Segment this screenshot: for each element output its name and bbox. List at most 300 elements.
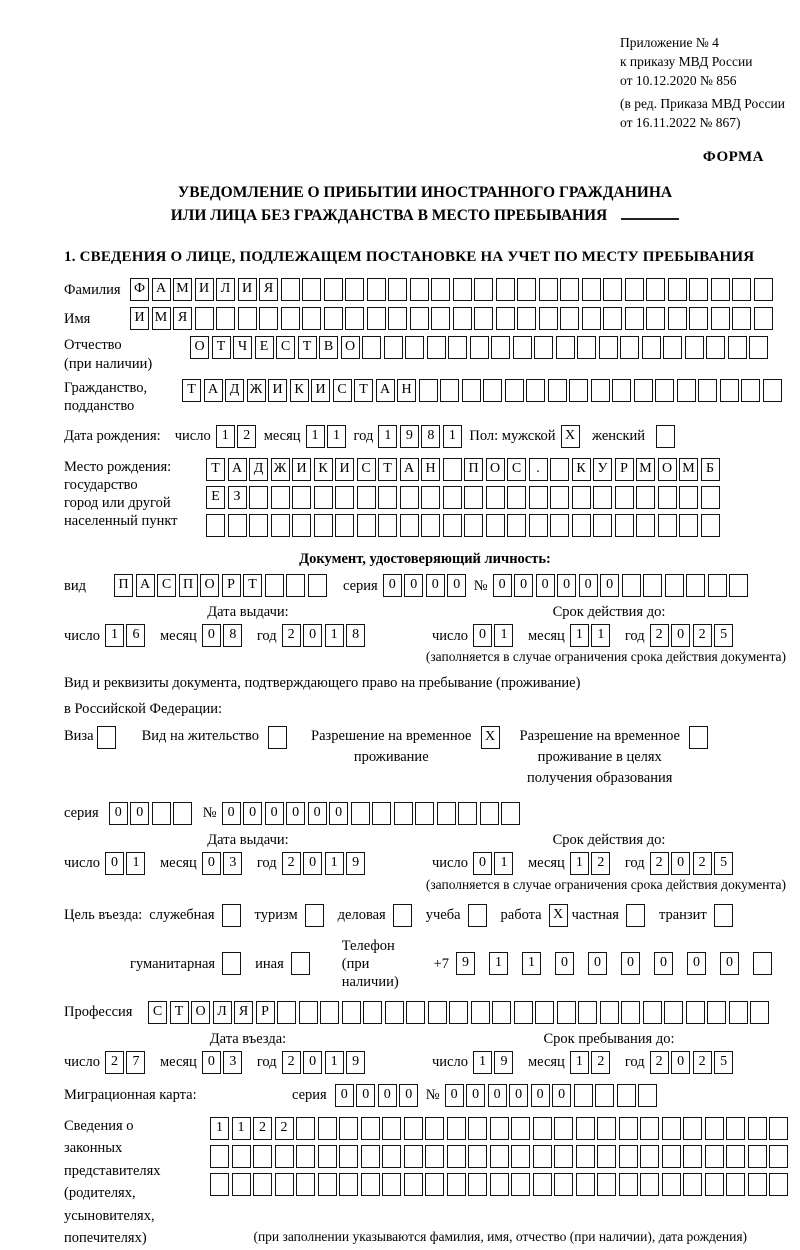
char-cell[interactable]: С — [357, 458, 376, 481]
char-cell[interactable]: 0 — [202, 1051, 221, 1074]
char-cell[interactable] — [572, 486, 591, 509]
char-cell[interactable]: 0 — [654, 952, 673, 975]
char-cell[interactable]: Н — [397, 379, 416, 402]
char-cell[interactable]: С — [276, 336, 295, 359]
title-blank-line[interactable] — [621, 204, 679, 220]
char-cell[interactable] — [447, 1117, 466, 1140]
char-cell[interactable]: 0 — [202, 852, 221, 875]
char-cell[interactable]: 0 — [356, 1084, 375, 1107]
char-cell[interactable] — [599, 336, 618, 359]
char-cell[interactable] — [662, 1117, 681, 1140]
char-cell[interactable]: 0 — [265, 802, 284, 825]
char-cell[interactable] — [683, 1173, 702, 1196]
char-cell[interactable] — [363, 1001, 382, 1024]
char-cell[interactable]: У — [593, 458, 612, 481]
char-cell[interactable]: 0 — [335, 1084, 354, 1107]
char-cell[interactable] — [259, 307, 278, 330]
char-cell[interactable] — [748, 1117, 767, 1140]
char-cell[interactable] — [253, 1173, 272, 1196]
char-cell[interactable] — [458, 802, 477, 825]
char-cell[interactable]: Я — [259, 278, 278, 301]
char-cell[interactable]: 0 — [687, 952, 706, 975]
char-cell[interactable]: 2 — [591, 852, 610, 875]
char-cell[interactable] — [597, 1173, 616, 1196]
char-cell[interactable]: 3 — [223, 852, 242, 875]
char-cell[interactable]: Д — [249, 458, 268, 481]
purpose-humanitarian-checkbox[interactable] — [222, 952, 241, 975]
char-cell[interactable] — [619, 1117, 638, 1140]
char-cell[interactable] — [443, 458, 462, 481]
char-cell[interactable]: 0 — [531, 1084, 550, 1107]
temp-residence-edu-checkbox[interactable] — [689, 726, 708, 749]
purpose-study-checkbox[interactable] — [468, 904, 487, 927]
char-cell[interactable]: 1 — [443, 425, 462, 448]
char-cell[interactable] — [638, 1084, 657, 1107]
char-cell[interactable] — [367, 278, 386, 301]
char-cell[interactable] — [701, 486, 720, 509]
char-cell[interactable] — [431, 307, 450, 330]
char-cell[interactable] — [582, 278, 601, 301]
char-cell[interactable]: З — [228, 486, 247, 509]
char-cell[interactable]: Т — [182, 379, 201, 402]
char-cell[interactable]: А — [400, 458, 419, 481]
char-cell[interactable]: 3 — [223, 1051, 242, 1074]
char-cell[interactable]: А — [204, 379, 223, 402]
char-cell[interactable] — [431, 278, 450, 301]
char-cell[interactable] — [646, 307, 665, 330]
char-cell[interactable] — [514, 1001, 533, 1024]
char-cell[interactable] — [597, 1117, 616, 1140]
char-cell[interactable] — [708, 574, 727, 597]
char-cell[interactable] — [619, 1173, 638, 1196]
char-cell[interactable] — [382, 1117, 401, 1140]
char-cell[interactable] — [600, 1001, 619, 1024]
char-cell[interactable] — [385, 1001, 404, 1024]
char-cell[interactable] — [394, 802, 413, 825]
char-cell[interactable] — [732, 307, 751, 330]
char-cell[interactable] — [550, 486, 569, 509]
char-cell[interactable]: 0 — [109, 802, 128, 825]
char-cell[interactable] — [686, 1001, 705, 1024]
char-cell[interactable] — [749, 336, 768, 359]
char-cell[interactable] — [249, 514, 268, 537]
char-cell[interactable] — [470, 336, 489, 359]
char-cell[interactable]: С — [507, 458, 526, 481]
char-cell[interactable] — [577, 336, 596, 359]
char-cell[interactable] — [292, 486, 311, 509]
char-cell[interactable]: 0 — [202, 624, 221, 647]
char-cell[interactable] — [388, 278, 407, 301]
char-cell[interactable]: 1 — [306, 425, 325, 448]
purpose-tourism-checkbox[interactable] — [305, 904, 324, 927]
char-cell[interactable] — [679, 514, 698, 537]
char-cell[interactable]: 1 — [325, 1051, 344, 1074]
char-cell[interactable]: 0 — [222, 802, 241, 825]
char-cell[interactable]: С — [148, 1001, 167, 1024]
purpose-business-checkbox[interactable] — [393, 904, 412, 927]
char-cell[interactable]: О — [191, 1001, 210, 1024]
char-cell[interactable]: 0 — [329, 802, 348, 825]
char-cell[interactable] — [296, 1173, 315, 1196]
char-cell[interactable] — [238, 307, 257, 330]
char-cell[interactable] — [271, 486, 290, 509]
char-cell[interactable] — [378, 514, 397, 537]
char-cell[interactable] — [382, 1173, 401, 1196]
char-cell[interactable] — [447, 1145, 466, 1168]
char-cell[interactable]: 1 — [473, 1051, 492, 1074]
char-cell[interactable] — [726, 1117, 745, 1140]
char-cell[interactable]: 0 — [493, 574, 512, 597]
char-cell[interactable]: А — [228, 458, 247, 481]
char-cell[interactable]: 1 — [325, 624, 344, 647]
char-cell[interactable] — [534, 336, 553, 359]
char-cell[interactable]: 0 — [671, 852, 690, 875]
char-cell[interactable] — [593, 514, 612, 537]
char-cell[interactable]: 0 — [509, 1084, 528, 1107]
char-cell[interactable] — [511, 1173, 530, 1196]
char-cell[interactable] — [299, 1001, 318, 1024]
char-cell[interactable]: 0 — [555, 952, 574, 975]
char-cell[interactable] — [275, 1173, 294, 1196]
char-cell[interactable] — [357, 486, 376, 509]
char-cell[interactable] — [686, 574, 705, 597]
char-cell[interactable]: Б — [701, 458, 720, 481]
char-cell[interactable]: Ч — [233, 336, 252, 359]
char-cell[interactable]: П — [114, 574, 133, 597]
char-cell[interactable] — [640, 1173, 659, 1196]
char-cell[interactable] — [535, 1001, 554, 1024]
char-cell[interactable] — [769, 1173, 788, 1196]
char-cell[interactable]: 0 — [130, 802, 149, 825]
char-cell[interactable] — [314, 486, 333, 509]
char-cell[interactable] — [474, 278, 493, 301]
char-cell[interactable] — [507, 514, 526, 537]
purpose-official-checkbox[interactable] — [222, 904, 241, 927]
char-cell[interactable] — [689, 307, 708, 330]
char-cell[interactable] — [490, 1117, 509, 1140]
char-cell[interactable] — [342, 1001, 361, 1024]
char-cell[interactable] — [595, 1084, 614, 1107]
char-cell[interactable]: М — [679, 458, 698, 481]
char-cell[interactable] — [357, 514, 376, 537]
char-cell[interactable] — [351, 802, 370, 825]
char-cell[interactable] — [468, 1145, 487, 1168]
char-cell[interactable] — [345, 307, 364, 330]
char-cell[interactable] — [707, 1001, 726, 1024]
char-cell[interactable] — [449, 1001, 468, 1024]
char-cell[interactable] — [339, 1173, 358, 1196]
char-cell[interactable] — [533, 1145, 552, 1168]
char-cell[interactable]: Р — [222, 574, 241, 597]
char-cell[interactable]: 1 — [570, 624, 589, 647]
char-cell[interactable]: 0 — [383, 574, 402, 597]
char-cell[interactable]: М — [152, 307, 171, 330]
char-cell[interactable]: 2 — [253, 1117, 272, 1140]
char-cell[interactable] — [572, 514, 591, 537]
char-cell[interactable] — [425, 1145, 444, 1168]
char-cell[interactable] — [361, 1173, 380, 1196]
char-cell[interactable] — [286, 574, 305, 597]
char-cell[interactable] — [490, 1145, 509, 1168]
char-cell[interactable]: А — [152, 278, 171, 301]
char-cell[interactable]: 0 — [303, 852, 322, 875]
char-cell[interactable] — [292, 514, 311, 537]
char-cell[interactable] — [622, 574, 641, 597]
char-cell[interactable] — [679, 486, 698, 509]
char-cell[interactable]: 0 — [720, 952, 739, 975]
char-cell[interactable] — [388, 307, 407, 330]
char-cell[interactable] — [634, 379, 653, 402]
char-cell[interactable] — [640, 1117, 659, 1140]
char-cell[interactable]: Р — [615, 458, 634, 481]
char-cell[interactable]: 0 — [488, 1084, 507, 1107]
char-cell[interactable] — [603, 278, 622, 301]
purpose-transit-checkbox[interactable] — [714, 904, 733, 927]
char-cell[interactable] — [662, 1145, 681, 1168]
char-cell[interactable] — [443, 514, 462, 537]
char-cell[interactable]: И — [311, 379, 330, 402]
char-cell[interactable]: 0 — [303, 1051, 322, 1074]
char-cell[interactable]: 0 — [557, 574, 576, 597]
char-cell[interactable] — [701, 514, 720, 537]
char-cell[interactable] — [277, 1001, 296, 1024]
char-cell[interactable] — [517, 307, 536, 330]
char-cell[interactable] — [754, 307, 773, 330]
char-cell[interactable] — [296, 1145, 315, 1168]
char-cell[interactable] — [335, 486, 354, 509]
char-cell[interactable]: Т — [212, 336, 231, 359]
char-cell[interactable]: 2 — [282, 1051, 301, 1074]
char-cell[interactable] — [501, 802, 520, 825]
char-cell[interactable]: Л — [216, 278, 235, 301]
char-cell[interactable] — [443, 486, 462, 509]
char-cell[interactable] — [496, 278, 515, 301]
char-cell[interactable]: А — [376, 379, 395, 402]
char-cell[interactable]: 1 — [378, 425, 397, 448]
char-cell[interactable] — [271, 514, 290, 537]
char-cell[interactable] — [511, 1117, 530, 1140]
temp-residence-checkbox[interactable]: X — [481, 726, 500, 749]
char-cell[interactable] — [410, 307, 429, 330]
char-cell[interactable] — [726, 1173, 745, 1196]
char-cell[interactable] — [421, 514, 440, 537]
char-cell[interactable] — [404, 1173, 423, 1196]
char-cell[interactable] — [281, 307, 300, 330]
char-cell[interactable]: 1 — [216, 425, 235, 448]
char-cell[interactable]: И — [335, 458, 354, 481]
char-cell[interactable] — [400, 486, 419, 509]
char-cell[interactable] — [464, 514, 483, 537]
char-cell[interactable] — [729, 1001, 748, 1024]
char-cell[interactable] — [689, 278, 708, 301]
char-cell[interactable]: 8 — [223, 624, 242, 647]
char-cell[interactable]: 0 — [600, 574, 619, 597]
char-cell[interactable]: 6 — [126, 624, 145, 647]
char-cell[interactable]: Т — [170, 1001, 189, 1024]
char-cell[interactable] — [668, 278, 687, 301]
char-cell[interactable] — [615, 514, 634, 537]
char-cell[interactable] — [345, 278, 364, 301]
char-cell[interactable] — [308, 574, 327, 597]
char-cell[interactable] — [576, 1145, 595, 1168]
char-cell[interactable]: 9 — [346, 1051, 365, 1074]
char-cell[interactable] — [505, 379, 524, 402]
char-cell[interactable]: К — [572, 458, 591, 481]
char-cell[interactable] — [748, 1173, 767, 1196]
sex-male-checkbox[interactable]: X — [561, 425, 580, 448]
char-cell[interactable]: 0 — [404, 574, 423, 597]
char-cell[interactable] — [421, 486, 440, 509]
char-cell[interactable] — [754, 278, 773, 301]
char-cell[interactable]: П — [179, 574, 198, 597]
char-cell[interactable]: 0 — [473, 624, 492, 647]
char-cell[interactable] — [318, 1173, 337, 1196]
char-cell[interactable]: 2 — [591, 1051, 610, 1074]
char-cell[interactable] — [550, 514, 569, 537]
char-cell[interactable] — [400, 514, 419, 537]
char-cell[interactable] — [491, 336, 510, 359]
char-cell[interactable]: М — [173, 278, 192, 301]
char-cell[interactable] — [406, 1001, 425, 1024]
char-cell[interactable] — [382, 1145, 401, 1168]
char-cell[interactable] — [265, 574, 284, 597]
char-cell[interactable] — [440, 379, 459, 402]
char-cell[interactable]: Д — [225, 379, 244, 402]
char-cell[interactable] — [643, 574, 662, 597]
char-cell[interactable]: Л — [213, 1001, 232, 1024]
char-cell[interactable] — [612, 379, 631, 402]
char-cell[interactable]: 0 — [445, 1084, 464, 1107]
char-cell[interactable] — [683, 1145, 702, 1168]
char-cell[interactable] — [640, 1145, 659, 1168]
char-cell[interactable] — [539, 307, 558, 330]
char-cell[interactable] — [462, 379, 481, 402]
char-cell[interactable] — [281, 278, 300, 301]
char-cell[interactable]: 0 — [399, 1084, 418, 1107]
char-cell[interactable]: Р — [256, 1001, 275, 1024]
char-cell[interactable]: О — [190, 336, 209, 359]
char-cell[interactable] — [621, 1001, 640, 1024]
char-cell[interactable] — [711, 307, 730, 330]
char-cell[interactable]: Т — [243, 574, 262, 597]
char-cell[interactable] — [486, 486, 505, 509]
char-cell[interactable]: И — [268, 379, 287, 402]
char-cell[interactable] — [195, 307, 214, 330]
char-cell[interactable] — [658, 486, 677, 509]
char-cell[interactable] — [425, 1117, 444, 1140]
char-cell[interactable] — [480, 802, 499, 825]
char-cell[interactable] — [569, 379, 588, 402]
char-cell[interactable] — [468, 1173, 487, 1196]
char-cell[interactable]: Ж — [247, 379, 266, 402]
char-cell[interactable] — [232, 1145, 251, 1168]
char-cell[interactable] — [658, 514, 677, 537]
char-cell[interactable] — [728, 336, 747, 359]
char-cell[interactable] — [582, 307, 601, 330]
residence-permit-checkbox[interactable] — [268, 726, 287, 749]
char-cell[interactable]: 0 — [243, 802, 262, 825]
char-cell[interactable]: И — [292, 458, 311, 481]
char-cell[interactable] — [367, 307, 386, 330]
char-cell[interactable] — [748, 1145, 767, 1168]
char-cell[interactable]: 0 — [308, 802, 327, 825]
char-cell[interactable]: 9 — [346, 852, 365, 875]
char-cell[interactable]: 9 — [400, 425, 419, 448]
char-cell[interactable]: 1 — [494, 852, 513, 875]
char-cell[interactable] — [741, 379, 760, 402]
char-cell[interactable] — [720, 379, 739, 402]
char-cell[interactable]: 0 — [378, 1084, 397, 1107]
char-cell[interactable] — [249, 486, 268, 509]
char-cell[interactable] — [361, 1145, 380, 1168]
char-cell[interactable] — [705, 1145, 724, 1168]
char-cell[interactable] — [591, 379, 610, 402]
char-cell[interactable] — [492, 1001, 511, 1024]
char-cell[interactable]: М — [636, 458, 655, 481]
char-cell[interactable] — [615, 486, 634, 509]
char-cell[interactable] — [620, 336, 639, 359]
char-cell[interactable]: И — [195, 278, 214, 301]
char-cell[interactable] — [428, 1001, 447, 1024]
char-cell[interactable] — [576, 1173, 595, 1196]
char-cell[interactable]: 9 — [494, 1051, 513, 1074]
char-cell[interactable]: 0 — [286, 802, 305, 825]
char-cell[interactable] — [560, 307, 579, 330]
char-cell[interactable]: Ф — [130, 278, 149, 301]
char-cell[interactable]: 0 — [466, 1084, 485, 1107]
char-cell[interactable] — [206, 514, 225, 537]
char-cell[interactable]: 1 — [489, 952, 508, 975]
char-cell[interactable]: К — [314, 458, 333, 481]
char-cell[interactable]: 5 — [714, 1051, 733, 1074]
char-cell[interactable]: 0 — [588, 952, 607, 975]
char-cell[interactable] — [593, 486, 612, 509]
char-cell[interactable]: 1 — [522, 952, 541, 975]
char-cell[interactable] — [729, 574, 748, 597]
char-cell[interactable]: 1 — [570, 1051, 589, 1074]
char-cell[interactable] — [410, 278, 429, 301]
char-cell[interactable]: О — [341, 336, 360, 359]
char-cell[interactable] — [483, 379, 502, 402]
char-cell[interactable] — [726, 1145, 745, 1168]
char-cell[interactable]: 1 — [325, 852, 344, 875]
char-cell[interactable] — [636, 514, 655, 537]
char-cell[interactable] — [448, 336, 467, 359]
char-cell[interactable]: 0 — [514, 574, 533, 597]
char-cell[interactable]: О — [200, 574, 219, 597]
char-cell[interactable] — [372, 802, 391, 825]
char-cell[interactable]: П — [464, 458, 483, 481]
char-cell[interactable] — [513, 336, 532, 359]
char-cell[interactable] — [453, 278, 472, 301]
char-cell[interactable] — [750, 1001, 769, 1024]
char-cell[interactable] — [324, 307, 343, 330]
char-cell[interactable] — [232, 1173, 251, 1196]
char-cell[interactable] — [404, 1117, 423, 1140]
char-cell[interactable] — [706, 336, 725, 359]
char-cell[interactable] — [314, 514, 333, 537]
char-cell[interactable]: 0 — [579, 574, 598, 597]
char-cell[interactable]: Е — [255, 336, 274, 359]
char-cell[interactable] — [419, 379, 438, 402]
char-cell[interactable] — [554, 1145, 573, 1168]
char-cell[interactable] — [517, 278, 536, 301]
char-cell[interactable] — [474, 307, 493, 330]
char-cell[interactable] — [496, 307, 515, 330]
char-cell[interactable] — [550, 458, 569, 481]
char-cell[interactable] — [425, 1173, 444, 1196]
char-cell[interactable] — [361, 1117, 380, 1140]
